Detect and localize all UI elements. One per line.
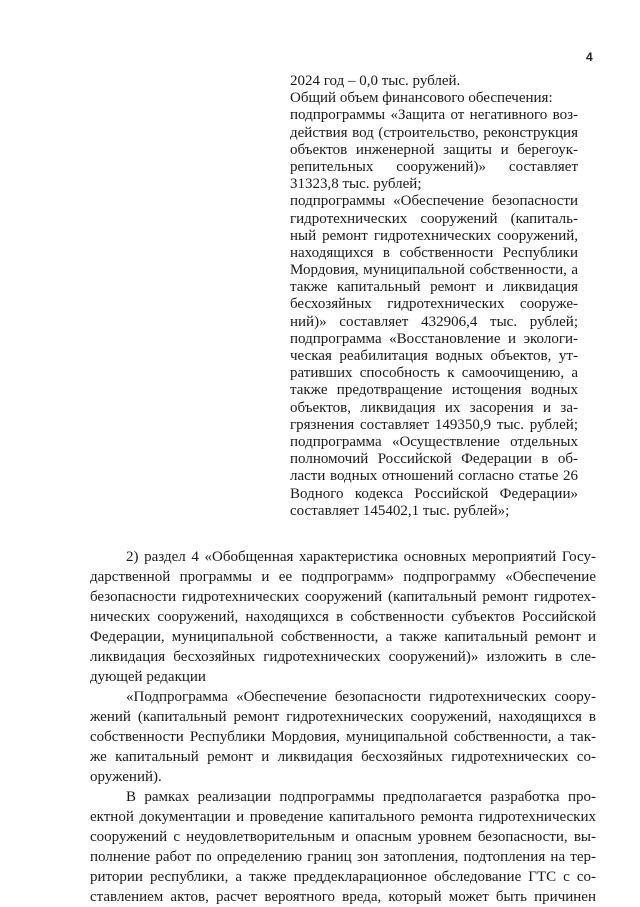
funding-column [290, 73, 578, 520]
paragraph-line: же капитальный ремонт и ликвидация бесхозяйных гидротехнических со- [90, 749, 596, 765]
paragraph-line: сооружений с неудовлетворительным и опасным уровнем безопасности, вы- [90, 829, 596, 845]
page-number: 4 [586, 50, 593, 64]
funding-line: подпрограмма «Восстановление и экологи- [290, 330, 578, 347]
funding-line: ний)» составляет 432906,4 тыс. рублей; [290, 313, 578, 330]
paragraph-line: дующей редакции [90, 669, 206, 685]
paragraph-line: жений (капитальный ремонт гидротехнических сооружений, находящихся в [90, 709, 596, 725]
funding-line: подпрограммы «Защита от негативного воз- [290, 107, 578, 124]
funding-line: бесхозяйных гидротехнических сооруже- [290, 296, 578, 313]
funding-line: подпрограммы «Обеспечение безопасности [290, 193, 578, 210]
funding-line: составляет 145402,1 тыс. рублей»; [290, 502, 510, 519]
paragraph-line: Федерации, муниципальной собственности, а также капитальный ремонт и [90, 629, 596, 645]
funding-line: 31323,8 тыс. рублей; [290, 176, 422, 193]
paragraph-line: 2) раздел 4 «Обобщенная характеристика основных мероприятий Госу- [126, 549, 596, 565]
funding-line: ласти водных отношений согласно статье 26 [290, 468, 578, 485]
paragraph-line: безопасности гидротехнических сооружений (капитальный ремонт гидротех- [90, 589, 596, 605]
paragraph-line: ритории республики, а также преддекларационное обследование ГТС с со- [90, 869, 596, 885]
funding-line: также предотвращение истощения водных [290, 382, 578, 399]
funding-line: Мордовия, муниципальной собственности, а [290, 262, 578, 279]
paragraph-line: В рамках реализации подпрограммы предполагается разработка про- [126, 789, 596, 805]
funding-line: действия вод (строительство, реконструкция [290, 124, 578, 141]
funding-line: подпрограмма «Осуществление отдельных [290, 433, 578, 450]
paragraph-line: нических сооружений, находящихся в собственности субъектов Российской [90, 609, 596, 625]
funding-line: находящихся в собственности Республики [290, 244, 578, 261]
funding-line: Водного кодекса Российской Федерации» [290, 485, 578, 502]
paragraph-line: собственности Республики Мордовия, муниципальной собственности, а так- [90, 729, 596, 745]
funding-line: также капитальный ремонт и ликвидация [290, 279, 578, 296]
main-text [90, 547, 596, 907]
funding-line: репительных сооружений)» составляет [290, 158, 578, 175]
funding-line: Общий объем финансового обеспечения: [290, 90, 553, 107]
funding-line: ческая реабилитация водных объектов, ут- [290, 348, 578, 364]
paragraph-line: оружений). [90, 769, 162, 785]
funding-line: ративших способность к самоочищению, а [290, 365, 578, 382]
funding-line: 2024 год – 0,0 тыс. рублей. [290, 73, 461, 89]
paragraph-line: ставлением актов, расчет вероятного вреда, который может быть причинен [90, 889, 596, 905]
funding-line: грязнения составляет 149350,9 тыс. рублей; [290, 416, 578, 433]
paragraph-line: дарственной программы и ее подпрограмм» подпрограмму «Обеспечение [90, 569, 596, 585]
paragraph-line: ектной документации и проведение капитального ремонта гидротехнических [90, 809, 596, 825]
paragraph-line: ликвидация бесхозяйных гидротехнических сооружений)» изложить в сле- [90, 649, 596, 665]
funding-line: полномочий Российской Федерации в об- [290, 451, 578, 468]
funding-line: ный ремонт гидротехнических сооружений, [290, 227, 578, 244]
paragraph-line: «Подпрограмма «Обеспечение безопасности гидротехнических соору- [126, 689, 596, 705]
paragraph-line: полнение работ по определению границ зон затопления, подтопления на тер- [90, 849, 596, 865]
funding-line: объектов, ликвидация их засорения и за- [290, 399, 578, 416]
funding-line: гидротехнических сооружений (капиталь- [290, 210, 578, 227]
funding-line: объектов инженерной защиты и берегоук- [290, 141, 578, 158]
